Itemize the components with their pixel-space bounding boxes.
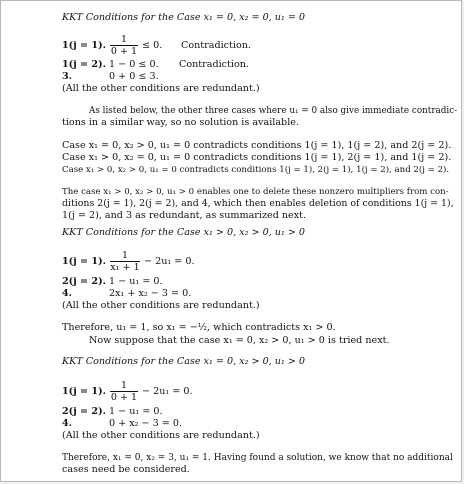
condition-expression: 1 − 0 ≤ 0.	[109, 59, 159, 70]
section-heading-case-1: KKT Conditions for the Case x₁ = 0, x₂ = 0, u₁ = 0	[62, 12, 306, 23]
condition-expression: − 2u₁ = 0.	[144, 256, 195, 267]
condition-label: 4.	[62, 418, 73, 429]
condition-note: Contradiction.	[181, 40, 251, 51]
condition-label: 1(j = 1).	[62, 256, 106, 267]
redundancy-note: (All the other conditions are redundant.)	[62, 300, 260, 311]
case-line: Case x₁ > 0, x₂ > 0, u₁ = 0 contradicts conditions 1(j = 1), 2(j = 1), 1(j = 2), and 2(j = 2).	[62, 165, 450, 175]
fraction	[109, 34, 139, 57]
condition-label: 2(j = 2).	[62, 406, 106, 417]
case-line: Case x₁ = 0, x₂ > 0, u₁ = 0 contradicts conditions 1(j = 1), 1(j = 2), and 2(j = 2).	[62, 140, 452, 151]
fraction-numerator: 1	[120, 34, 128, 45]
case-line: Case x₁ > 0, x₂ = 0, u₁ = 0 contradicts conditions 1(j = 1), 2(j = 1), and 1(j = 2).	[62, 152, 452, 163]
paragraph-line: Therefore, u₁ = 1, so x₁ = −½, which contradicts x₁ > 0.	[62, 322, 336, 333]
paragraph-line: ditions 2(j = 1), 2(j = 2), and 4, which then enables deletion of conditions 1(j = 1),	[62, 198, 454, 209]
paragraph-line: Therefore, x₁ = 0, x₂ = 3, u₁ = 1. Having found a solution, we know that no additional	[62, 453, 453, 463]
paragraph-line: As listed below, the other three cases where u₁ = 0 also give immediate contradic-	[89, 106, 458, 116]
condition-label: 3.	[62, 71, 73, 82]
condition-expression: 0 + x₂ − 3 = 0.	[109, 418, 183, 429]
condition-note: Contradiction.	[179, 59, 249, 70]
section-heading-case-2: KKT Conditions for the Case x₁ > 0, x₂ > 0, u₁ > 0	[62, 227, 306, 238]
fraction-denominator: 0 + 1	[110, 392, 138, 403]
paragraph-line: Now suppose that the case x₁ = 0, x₂ > 0, u₁ > 0 is tried next.	[89, 335, 390, 346]
section-heading-case-3: KKT Conditions for the Case x₁ = 0, x₂ > 0, u₁ > 0	[62, 356, 306, 367]
condition-expression: 1 − u₁ = 0.	[109, 276, 163, 287]
condition-expression: 0 + 0 ≤ 3.	[109, 71, 159, 82]
condition-label: 1(j = 1).	[62, 386, 106, 397]
fraction-denominator: 0 + 1	[110, 46, 138, 57]
paragraph-line: The case x₁ > 0, x₂ > 0, u₁ > 0 enables one to delete these nonzero multipliers from con-	[62, 187, 449, 197]
condition-label: 2(j = 2).	[62, 276, 106, 287]
fraction-denominator: x₁ + 1	[110, 262, 140, 273]
condition-label: 4.	[62, 288, 73, 299]
paragraph-line: 1(j = 2), and 3 as redundant, as summarized next.	[62, 210, 307, 221]
condition-expression: − 2u₁ = 0.	[142, 386, 193, 397]
condition-expression: 2x₁ + x₂ − 3 = 0.	[109, 288, 192, 299]
fraction-numerator: 1	[120, 380, 128, 391]
redundancy-note: (All the other conditions are redundant.)	[62, 430, 260, 441]
condition-label: 1(j = 2).	[62, 59, 106, 70]
condition-expression: ≤ 0.	[142, 40, 163, 51]
fraction	[109, 380, 139, 403]
fraction	[109, 250, 141, 273]
condition-expression: 1 − u₁ = 0.	[109, 406, 163, 417]
condition-label: 1(j = 1).	[62, 40, 106, 51]
redundancy-note: (All the other conditions are redundant.)	[62, 83, 260, 94]
paragraph-line: tions in a similar way, so no solution is available.	[62, 117, 299, 128]
paragraph-line: cases need be considered.	[62, 464, 190, 475]
fraction-numerator: 1	[121, 250, 129, 261]
